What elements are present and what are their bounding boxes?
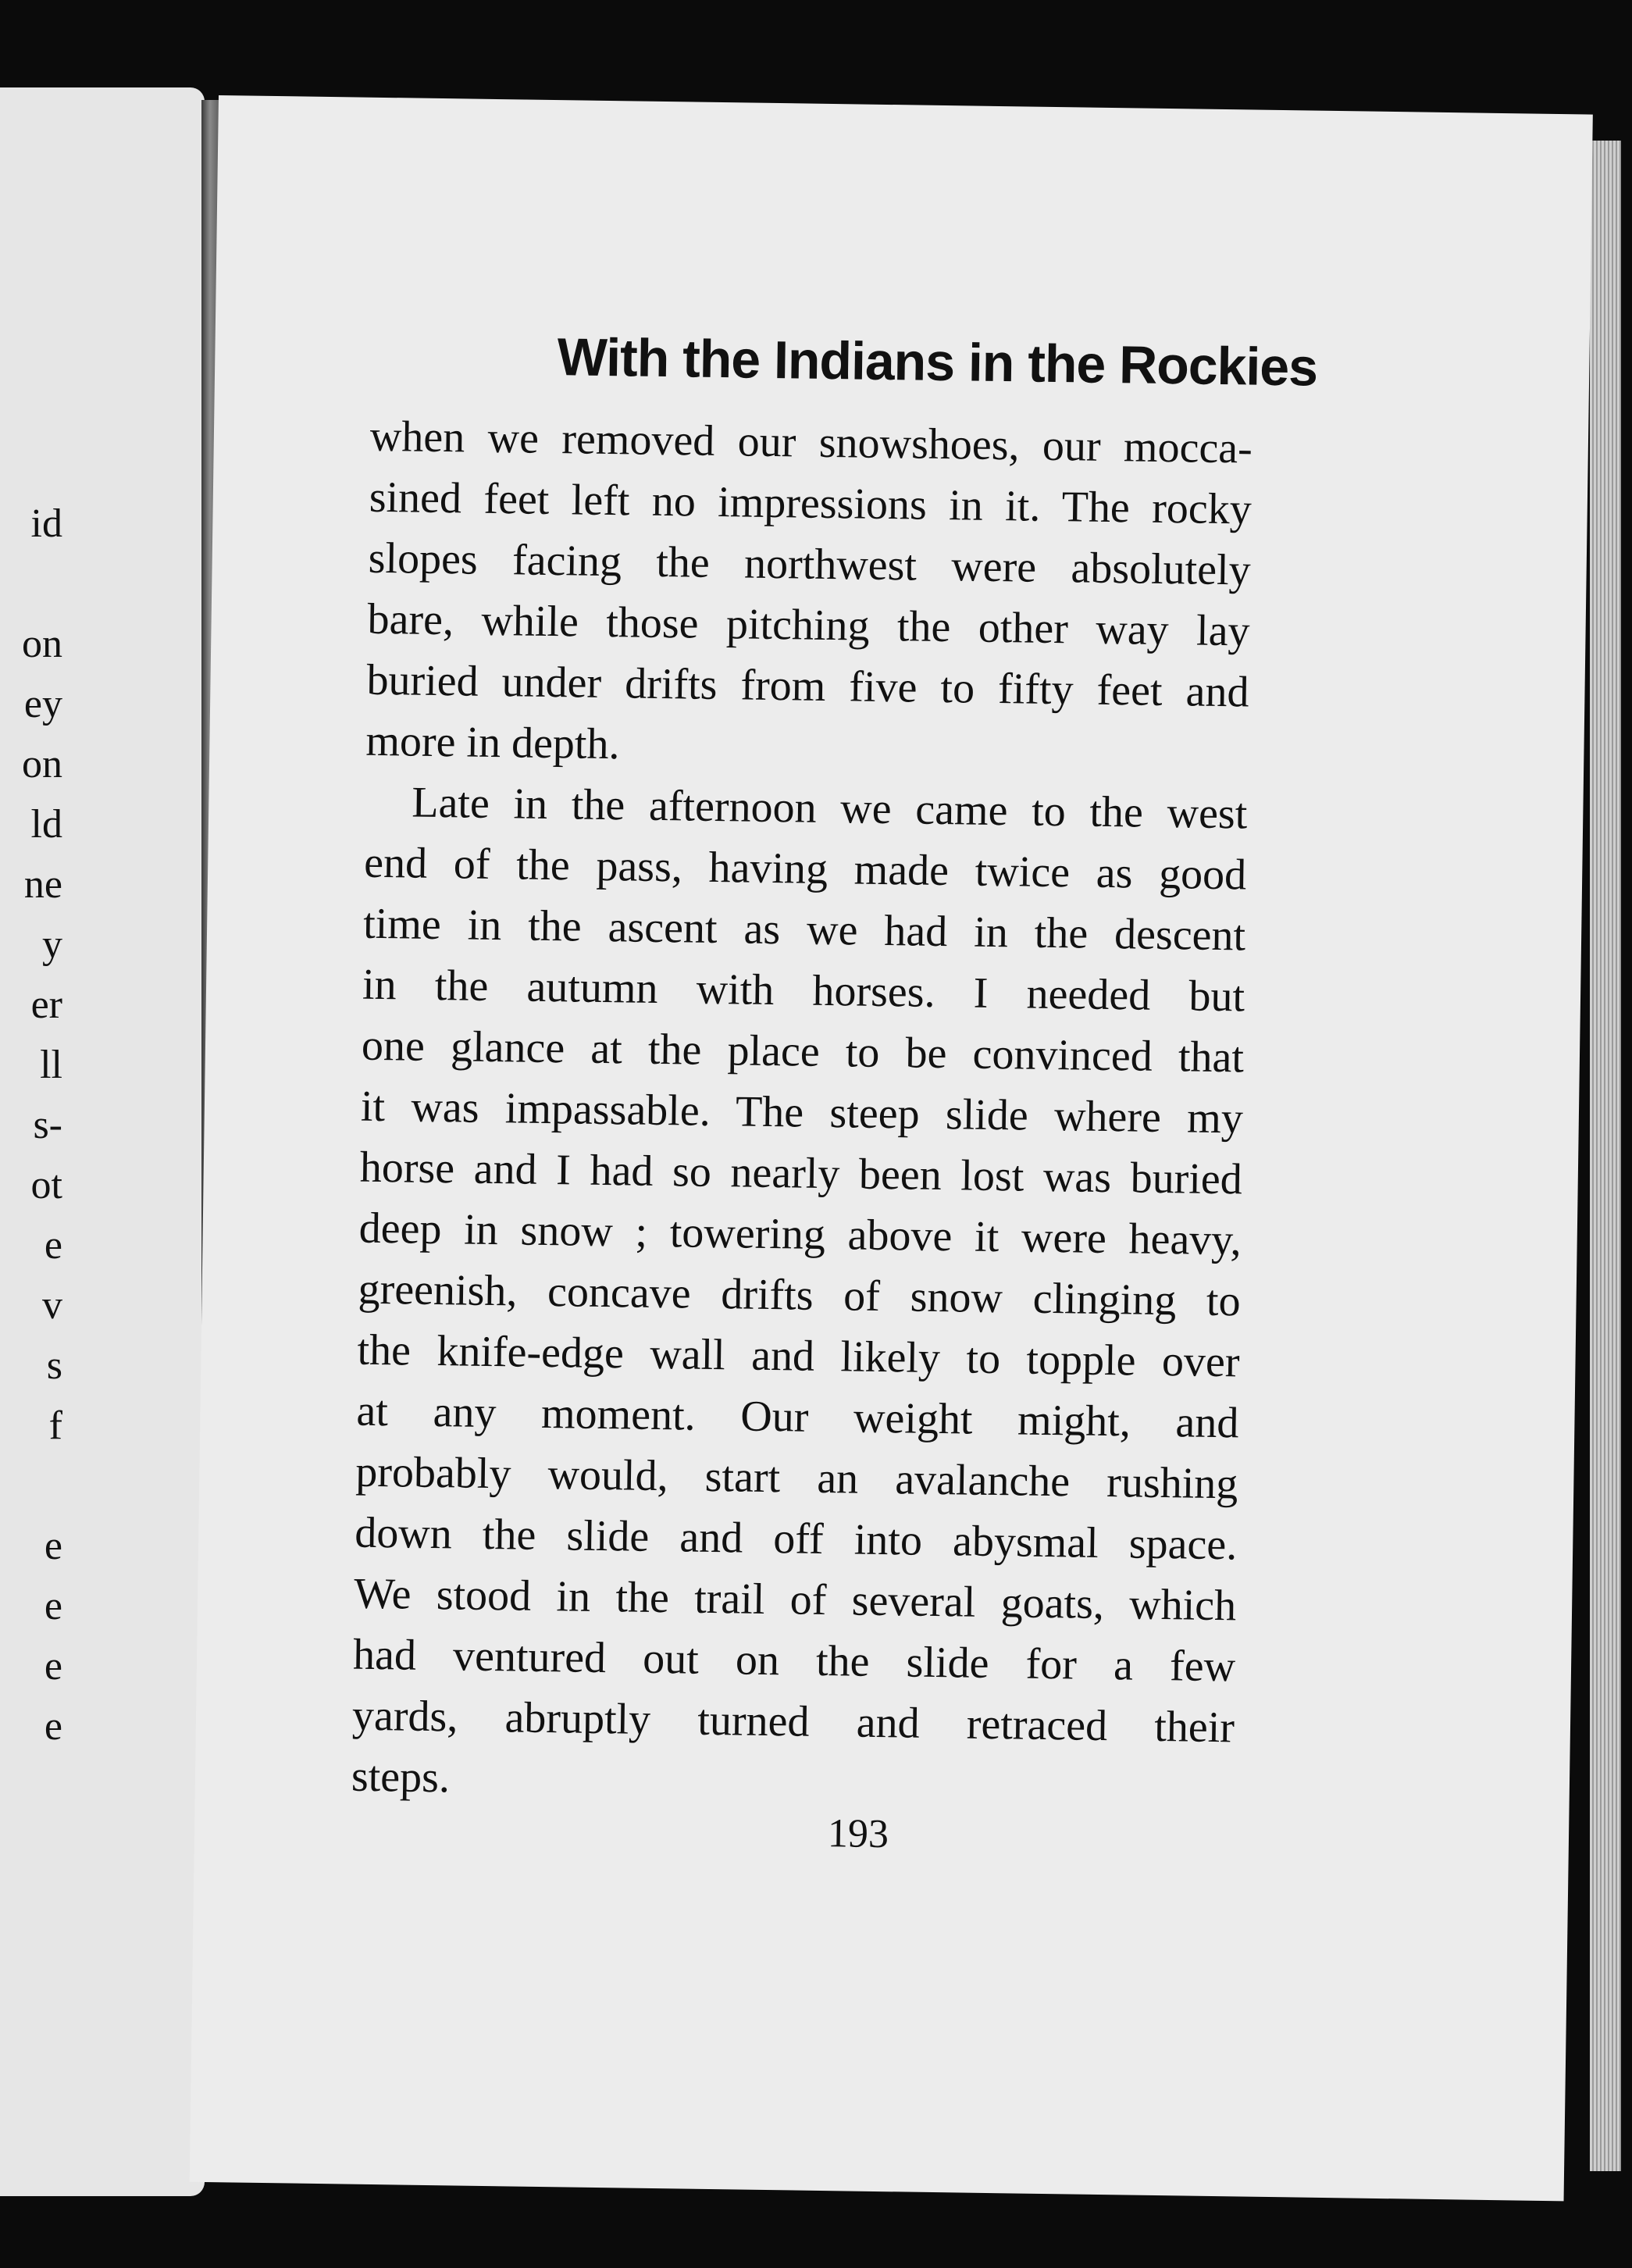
text-line: when we removed our snowshoes, our mocca-: [369, 412, 1253, 473]
page-stack-edge: [1590, 141, 1621, 2171]
fragment-line: id: [30, 501, 62, 546]
previous-page: [0, 87, 205, 2196]
text-line: deep in snow ; towering above it were heavy,: [358, 1204, 1242, 1265]
text-line: Late in the afternoon we came to the west: [411, 778, 1248, 839]
text-line: down the slide and off into abysmal space.: [354, 1508, 1238, 1570]
text-line: greenish, concave drifts of snow clinging to: [358, 1264, 1241, 1326]
fragment-line: ld: [30, 802, 62, 847]
fragment-line: ne: [23, 862, 62, 907]
fragment-line: e: [44, 1524, 62, 1568]
fragment-line: v: [42, 1283, 62, 1328]
fragment-line: e: [44, 1223, 62, 1268]
text-line: end of the pass, having made twice as good: [363, 838, 1247, 900]
text-line: probably would, start an avalanche rushing: [355, 1447, 1238, 1509]
text-line: sined feet left no impressions in it. The rocky: [369, 472, 1253, 534]
fragment-line: [0, 1456, 62, 1516]
fragment-line: er: [30, 982, 62, 1027]
fragment-line: s: [46, 1343, 62, 1388]
fragment-line: e: [44, 1644, 62, 1689]
fragment-line: on: [22, 622, 62, 666]
fragment-line: ll: [40, 1043, 62, 1087]
fragment-line: on: [22, 742, 62, 786]
fragment-line: f: [48, 1403, 62, 1448]
book-page: [190, 95, 1593, 2201]
fragment-line: ot: [30, 1163, 62, 1207]
text-line: in the autumn with horses. I needed but: [362, 960, 1245, 1022]
text-line: slopes facing the northwest were absolutely: [368, 533, 1252, 595]
text-line: at any moment. Our weight might, and: [356, 1386, 1239, 1448]
running-head: With the Indians in the Rockies: [557, 327, 1318, 398]
text-line: more in depth.: [365, 716, 620, 769]
paragraph: [365, 406, 1253, 784]
fragment-line: s-: [33, 1103, 62, 1147]
text-line: buried under drifts from five to fifty feet and: [366, 655, 1249, 717]
fragment-line: ey: [23, 682, 62, 726]
text-line: had ventured out on the slide for a few: [352, 1630, 1236, 1692]
text-line: it was impassable. The steep slide where my: [360, 1082, 1244, 1143]
paragraph: [351, 772, 1247, 1820]
page-number: 193: [827, 1811, 889, 1857]
text-line: time in the ascent as we had in the descent: [362, 899, 1246, 961]
text-line: We stood in the trail of several goats, which: [353, 1569, 1237, 1631]
text-line: steps.: [351, 1752, 451, 1803]
text-line: the knife-edge wall and likely to topple over: [357, 1325, 1240, 1387]
text-line: one glance at the place to be convinced that: [361, 1021, 1245, 1082]
text-line: yards, abruptly turned and retraced their: [351, 1691, 1235, 1753]
fragment-line: y: [42, 922, 62, 967]
fragment-line: e: [44, 1704, 62, 1749]
fragment-line: [0, 554, 62, 614]
fragment-line: e: [44, 1584, 62, 1628]
previous-page-text-fragments: [0, 494, 62, 1756]
text-line: bare, while those pitching the other way lay: [367, 594, 1250, 656]
text-line: horse and I had so nearly been lost was buried: [359, 1143, 1243, 1204]
body-text: [351, 406, 1253, 1820]
